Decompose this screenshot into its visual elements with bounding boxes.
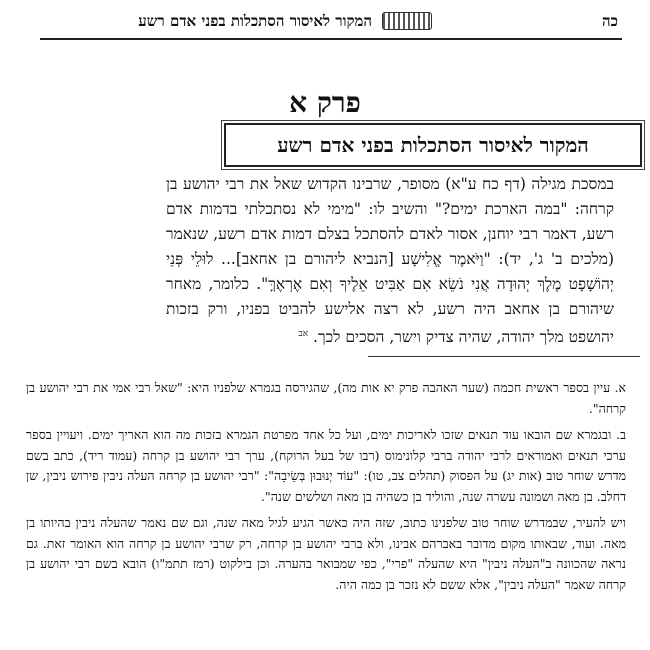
chapter-title-box	[224, 123, 642, 167]
chapter-title: המקור לאיסור הסתכלות בפני אדם רשע	[277, 133, 589, 157]
footnote-c: ויש להעיר, שבמדרש שוחר טוב שלפנינו כתוב, שזה היה כאשר הגיע לגיל מאה שנה, וגם שם נאמר שהעלה ניבין בהיותו בן מאה. ועוד, שבאותו מקום מדובר באברהם אבינו, ולא ברבי יהושע בן קרחה, רק שרבי יהושע בן קרחה הוא האומר זאת. גם נראה שהכוונה ב"העלה ניבין" היא שהעלה "פרי", כפי שמבואר בהערה. וכן בילקוט (רמז תתמ"ו) הובא בשם רבי יהושע בן קרחה שאמר "העלה ניבין", אלא ששם לא נזכר בן כמה היה.	[26, 515, 626, 592]
footnote-separator	[368, 356, 640, 357]
main-paragraph	[166, 172, 614, 350]
footnote-marker-b[interactable]: ב	[298, 329, 303, 339]
chapter-label: פרק א	[289, 86, 361, 119]
running-title: המקור לאיסור הסתכלות בפני אדם רשע	[138, 12, 372, 30]
running-header	[40, 6, 622, 36]
main-paragraph-text: במסכת מגילה (דף כח ע"א) מסופר, שרבינו הקדוש שאל את רבי יהושע בן קרחה: "במה הארכת ימים?" והשיב לו: "מימי לא נסתכלתי בדמות אדם רשע, דאמר רבי יוחנן, אסור לאדם להסתכל בצלם דמות אדם רשע, שנאמר (מלכים ב' ג', יד): "וַיֹּאמֶר אֱלִישָׁע [הנביא ליהורם בן אחאב]... לוּלֵי פְּנֵי יְהוֹשָׁפָט מֶלֶךְ יְהוּדָה אֲנִי נֹשֵׂא אִם אַבִּיט אֵלֶיךָ וְאִם אֶרְאֶךָּ". כלומר, מאחר שיהורם בן אחאב היה רשע, לא רצה אלישע להביט בפניו, ורק בזכות יהושפט מלך יהודה, שהיה צדיק וישר, הסכים לכך.	[166, 175, 614, 347]
footnotes	[26, 378, 626, 601]
footnote-b: ב. ובגמרא שם הובאו עוד תנאים שזכו לאריכות ימים, ועל כל אחד מפרטת הגמרא בזכות מה הוא האריך ימים. ויעויין בספר ערכי תנאים ואמוראים לרבי יהודה ברבי קלונימוס (רבו של בעל הרוקח), ערך רבי יהושע בן קרחה (עמוד ריד), כתב בשם מדרש שוחר טוב (אות יג) על הפסוק (תהלים צב, טו): "עוֹד יְנוּבוּן בְּשֵׂיבָה": "רבי יהושע בן קרחה העלה ניבין פירוש ניבין, שן דחלב. בן מאה ושמונה עשרה שנה, והוליד בן כשהיה בן מאה ושלשים שנה".	[26, 427, 626, 504]
footnote-marker-a[interactable]: א	[302, 329, 309, 339]
footnote-a: א. עיין בספר ראשית חכמה (שער האהבה פרק יא אות מה), שהגירסה בגמרא שלפניו היא: "שאל רבי אמי את רבי יהושע בן קרחה".	[26, 380, 626, 416]
header-rule	[40, 38, 622, 40]
header-ornament	[382, 12, 432, 30]
page-number: כה	[602, 12, 618, 30]
main-text	[166, 172, 614, 350]
